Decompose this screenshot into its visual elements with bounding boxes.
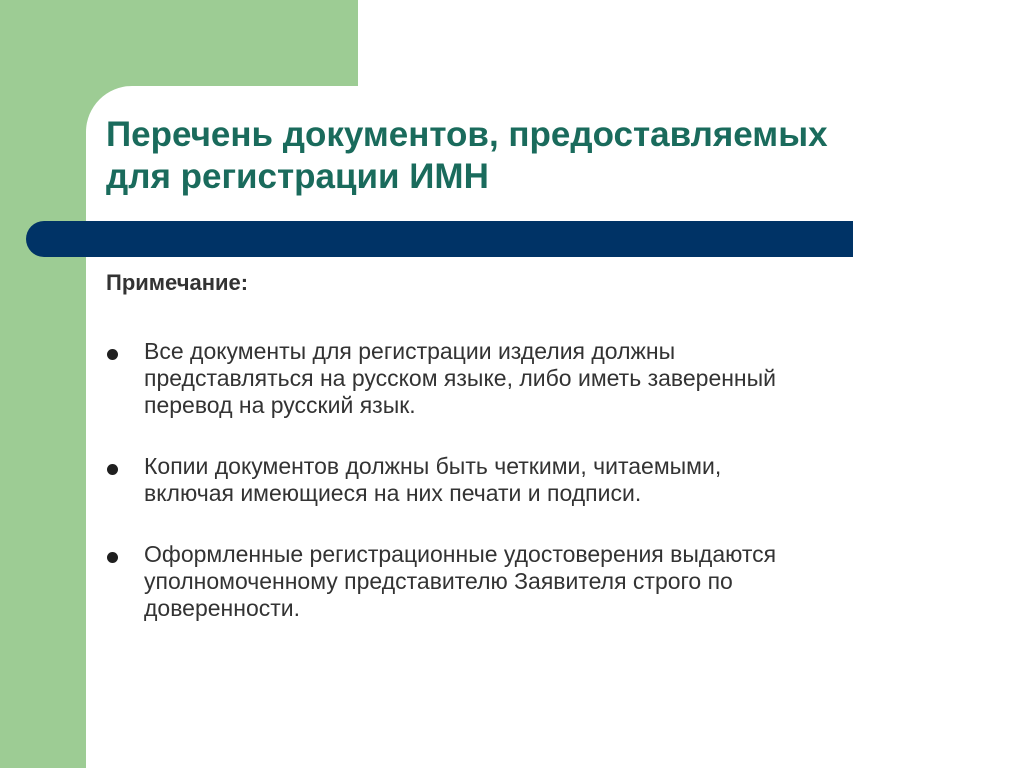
slide-title-line: для регистрации ИМН: [106, 157, 489, 196]
bullet-text-line: Копии документов должны быть четкими, читаемыми,: [144, 453, 722, 479]
bullet-item: [106, 338, 956, 419]
bullet-text-line: включая имеющиеся на них печати и подписи.: [144, 480, 642, 506]
bullet-text-line: перевод на русский язык.: [144, 392, 416, 418]
bullet-dot-icon: [107, 464, 118, 475]
bullet-text-line: представляться на русском языке, либо иметь заверенный: [144, 365, 777, 391]
bullet-dot-icon: [107, 349, 118, 360]
bullet-text-line: Все документы для регистрации изделия должны: [144, 338, 676, 364]
title-divider-bar: [26, 221, 853, 257]
bullet-text-line: доверенности.: [144, 595, 301, 621]
bullet-dot-icon: [107, 552, 118, 563]
bullet-item: [106, 453, 956, 507]
bullet-item: [106, 541, 956, 622]
bullet-text-line: Оформленные регистрационные удостоверения выдаются: [144, 541, 777, 567]
slide-title: [106, 114, 986, 198]
bullet-text-line: уполномоченному представителю Заявителя строго по: [144, 568, 733, 594]
note-label: Примечание:: [106, 270, 249, 295]
slide-title-line: Перечень документов, предоставляемых: [106, 115, 828, 154]
bullet-list: [106, 338, 956, 656]
